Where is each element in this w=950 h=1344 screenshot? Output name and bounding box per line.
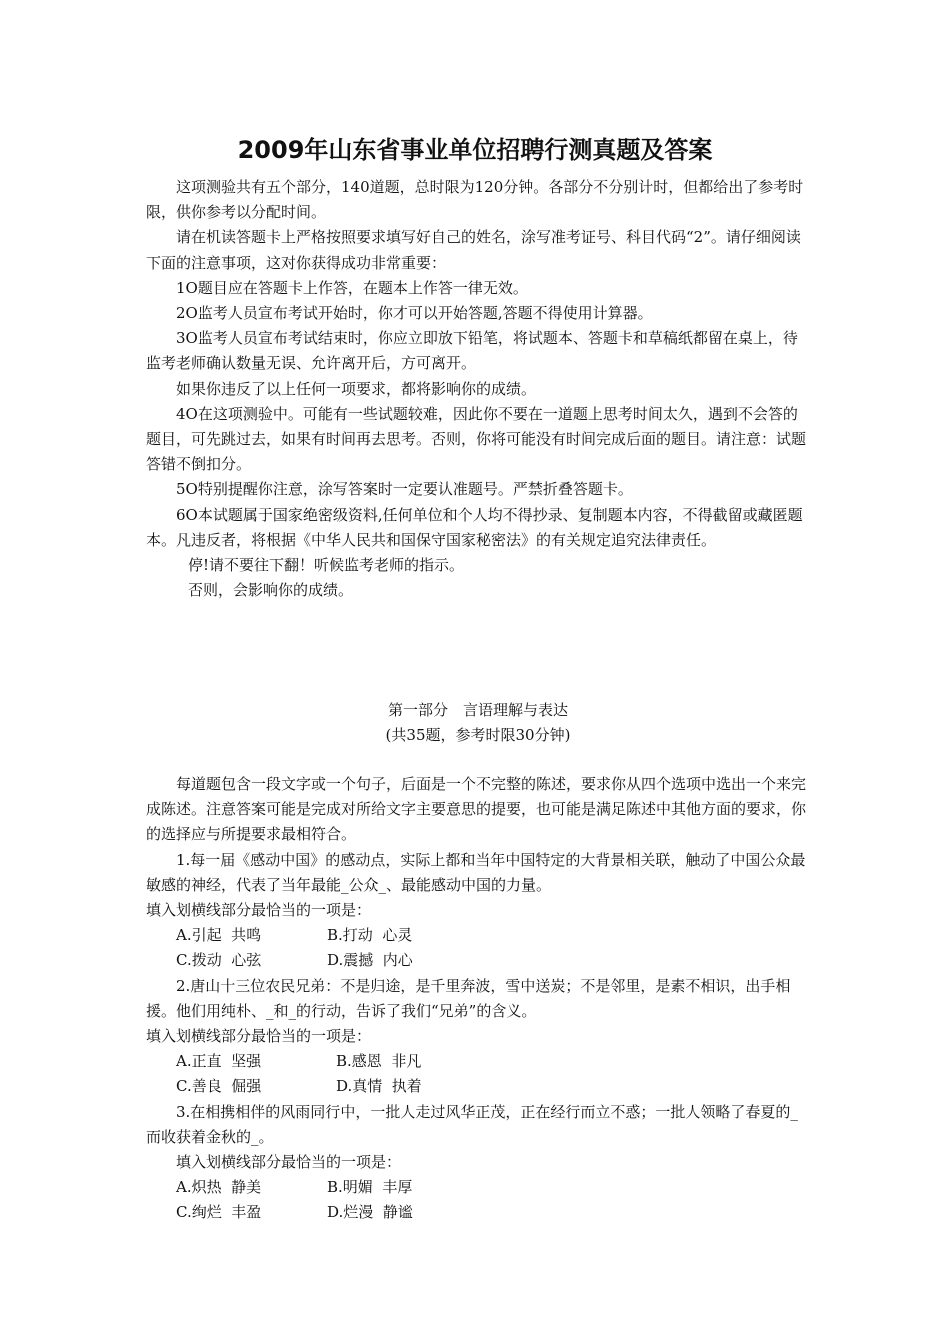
questions-section [146, 772, 810, 1226]
options-row [146, 923, 810, 948]
section-header [146, 698, 810, 748]
rule-1: 1O题目应在答题卡上作答，在题本上作答一律无效。 [176, 278, 528, 297]
question-text: 3.在相携相伴的风雨同行中，一批人走过风华正茂，正在经行而立不惑；一批人领略了春夏的_而收获着金秋的_。 [146, 1102, 798, 1146]
option: B.明媚 丰厚 [327, 1178, 413, 1197]
option: B.打动 心灵 [327, 926, 413, 945]
intro-paragraph: 这项测验共有五个部分，140道题，总时限为120分钟。各部分不分别计时，但都给出了参考时限，供你参考以分配时间。 [146, 178, 804, 222]
option: A.正直 坚强 [176, 1052, 262, 1071]
question-prompt: 填入划横线部分最恰当的一项是： [146, 1027, 372, 1046]
option: D.震撼 内心 [327, 951, 413, 970]
stop-notice-2: 否则，会影响你的成绩。 [188, 581, 354, 600]
rule-3: 3O监考人员宣布考试结束时，你应立即放下铅笔，将试题本、答题卡和草稿纸都留在桌上，待监考老师确认数量无误、允许离开后，方可离开。 [146, 329, 798, 373]
options-row [146, 1074, 810, 1099]
question-prompt: 填入划横线部分最恰当的一项是： [146, 901, 372, 920]
question-text: 1.每一届《感动中国》的感动点，实际上都和当年中国特定的大背景相关联，触动了中国公众最敏感的神经，代表了当年最能_公众_、最能感动中国的力量。 [146, 850, 806, 894]
option: C.拨动 心弦 [176, 951, 262, 970]
rule-2: 2O监考人员宣布考试开始时，你才可以开始答题,答题不得使用计算器。 [176, 304, 653, 323]
document-title: 2009年山东省事业单位招聘行测真题及答案 [237, 136, 713, 164]
option: A.炽热 静美 [176, 1178, 262, 1197]
question-prompt: 填入划横线部分最恰当的一项是： [176, 1153, 402, 1172]
option: B.感恩 非凡 [336, 1052, 422, 1071]
rule-6: 6O本试题属于国家绝密级资料,任何单位和个人均不得抄录、复制题本内容，不得截留或藏匿题本。凡违反者，将根据《中华人民共和国保守国家秘密法》的有关规定追究法律责任。 [146, 505, 803, 549]
section-heading: 第一部分 言语理解与表达 [387, 701, 568, 719]
intro-paragraph: 请在机读答题卡上严格按照要求填写好自己的姓名，涂写准考证号、科目代码“2”。请仔细阅读下面的注意事项，这对你获得成功非常重要： [146, 228, 801, 272]
option: A.引起 共鸣 [176, 926, 262, 945]
question-text: 2.唐山十三位农民兄弟：不是归途，是千里奔波，雪中送炭；不是邻里，是素不相识，出手相援。他们用纯朴、_和_的行动，告诉了我们“兄弟”的含义。 [146, 976, 791, 1020]
section-subheading: (共35题，参考时限30分钟) [385, 726, 571, 745]
options-row [146, 1175, 810, 1200]
options-row [146, 1049, 810, 1074]
intro-section [146, 175, 810, 603]
rule-5: 5O特别提醒你注意，涂写答案时一定要认准题号。严禁折叠答题卡。 [176, 480, 633, 499]
option: C.善良 倔强 [176, 1077, 262, 1096]
rule-4: 4O在这项测验中。可能有一些试题较难，因此你不要在一道题上思考时间太久，遇到不会答的题目，可先跳过去，如果有时间再去思考。否则，你将可能没有时间完成后面的题目。请注意：试题答错不倒扣分。 [146, 404, 807, 474]
options-row [146, 948, 810, 973]
options-row [146, 1200, 810, 1225]
rule-warning: 如果你违反了以上任何一项要求，都将影响你的成绩。 [176, 379, 537, 398]
section-instructions: 每道题包含一段文字或一个句子，后面是一个不完整的陈述，要求你从四个选项中选出一个来完成陈述。注意答案可能是完成对所给文字主要意思的提要，也可能是满足陈述中其他方面的要求，你的选择应与所提要求最相符合。 [146, 775, 807, 844]
stop-notice: 停!请不要往下翻！听候监考老师的指示。 [188, 556, 465, 575]
option: D.烂漫 静谧 [327, 1203, 413, 1222]
option: D.真情 执着 [336, 1077, 422, 1096]
option: C.绚烂 丰盈 [176, 1203, 262, 1222]
